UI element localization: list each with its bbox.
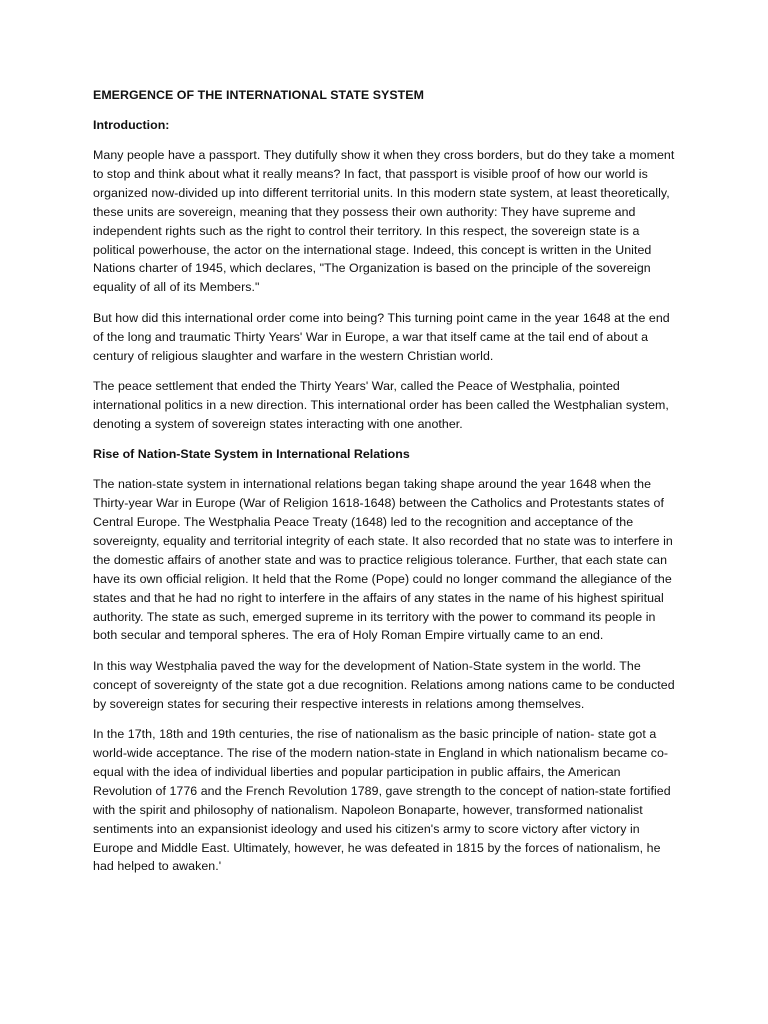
paragraph: Many people have a passport. They dutifully show it when they cross borders, but do they take a moment to stop and think about what it really means? In fact, that passport is visible proof of how our world is organized now-divided up into different territorial units. In this modern state system, at least theoretically, these units are sovereign, meaning that they possess their own authority: They have supreme and independent rights such as the right to control their territory. In this respect, the sovereign state is a political powerhouse, the actor on the international stage. Indeed, this concept is written in the United Nations charter of 1945, which declares, "The Organization is based on the principle of the sovereign equality of all of its Members." bbox=[93, 148, 675, 295]
paragraph: The nation-state system in international relations began taking shape around the year 1648 when the Thirty-year War in Europe (War of Religion 1618-1648) between the Catholics and Protestants states of Central Europe. The Westphalia Peace Treaty (1648) led to the recognition and acceptance of the sovereignty, equality and territorial integrity of each state. It also recorded that no state was to interfere in the domestic affairs of another state and was to practice religious tolerance. Further, that each state can have its own official religion. It held that the Rome (Pope) could no longer command the allegiance of the states and that he had no right to interfere in the affairs of any states in the name of his highest spiritual authority. The state as such, emerged supreme in its territory with the power to command its people in both secular and temporal spheres. The era of Holy Roman Empire virtually came to an end. bbox=[93, 477, 673, 643]
paragraph: The peace settlement that ended the Thirty Years' War, called the Peace of Westphalia, pointed international politics in a new direction. This international order has been called the Westphalian system, denoting a system of sovereign states interacting with one another. bbox=[93, 378, 669, 431]
paragraph: In the 17th, 18th and 19th centuries, the rise of nationalism as the basic principle of nation- state got a world-wide acceptance. The rise of the modern nation-state in England in which nationalism became co-equal with the idea of individual liberties and popular participation in public affairs, the American Revolution of 1776 and the French Revolution 1789, gave strength to the concept of nation-state fortified with the spirit and philosophy of nationalism. Napoleon Bonaparte, however, transformed nationalist sentiments into an expansionist ideology and used his citizen's army to score victory after victory in Europe and Middle East. Ultimately, however, he was defeated in 1815 by the forces of nationalism, he had helped to awaken.' bbox=[93, 727, 671, 874]
document-title: EMERGENCE OF THE INTERNATIONAL STATE SYSTEM bbox=[93, 88, 424, 102]
section-heading-introduction: Introduction: bbox=[93, 118, 170, 132]
paragraph: In this way Westphalia paved the way for the development of Nation-State system in the world. The concept of sovereignty of the state got a due recognition. Relations among nations came to be conducted by sovereign states for securing their respective interests in relations among themselves. bbox=[93, 658, 675, 711]
section-heading-rise-of-nation-state: Rise of Nation-State System in International Relations bbox=[93, 447, 410, 462]
paragraph: But how did this international order come into being? This turning point came in the year 1648 at the end of the long and traumatic Thirty Years' War in Europe, a war that itself came at the tail end of about a century of religious slaughter and warfare in the western Christian world. bbox=[93, 310, 670, 363]
